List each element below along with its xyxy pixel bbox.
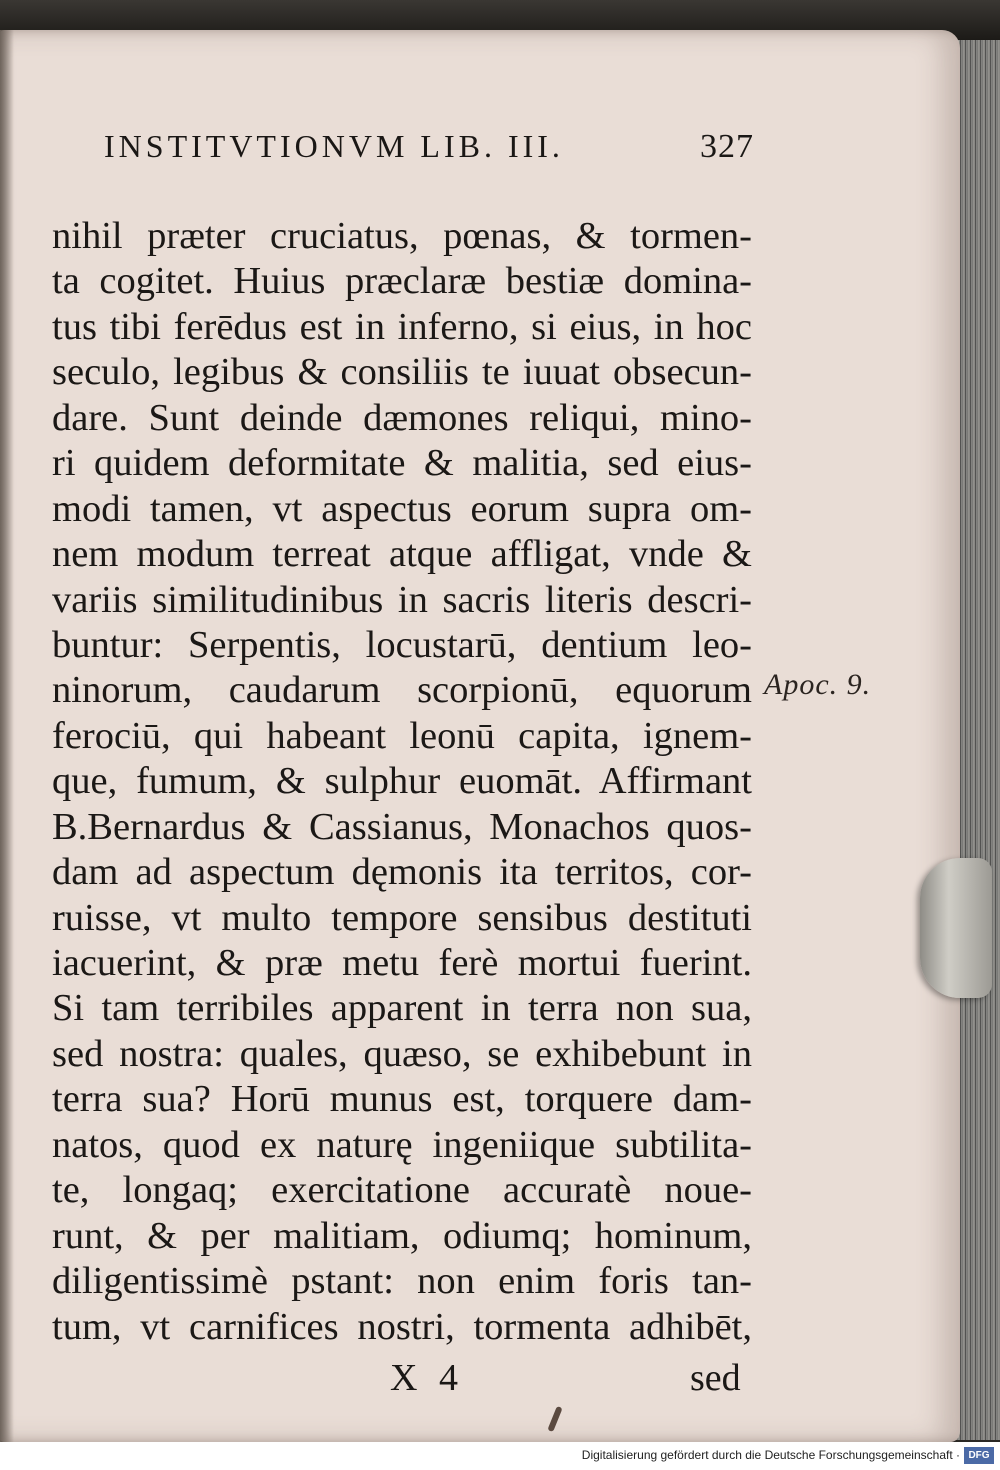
text-line: natos, quod ex naturę ingeniique subtilita-: [52, 1123, 752, 1166]
text-line: dare. Sunt deinde dæmones reliqui, mino-: [52, 396, 752, 439]
ink-mark: [547, 1406, 562, 1432]
text-line: ruisse, vt multo tempore sensibus destituti: [52, 896, 752, 939]
signature-mark: X 4: [390, 1357, 464, 1399]
text-line: tum, vt carnifices nostri, tormenta adhibēt,: [52, 1305, 752, 1348]
footer-credit: Digitalisierung gefördert durch die Deutsche Forschungsgemeinschaft ·: [581, 1448, 960, 1462]
margin-note: Apoc. 9.: [764, 668, 872, 701]
footer-bar: [0, 1442, 1000, 1470]
text-line: B.Bernardus & Cassianus, Monachos quos-: [52, 805, 752, 848]
text-line: buntur: Serpentis, locustarū, dentium leo-: [52, 623, 752, 666]
text-line: ta cogitet. Huius præclaræ bestiæ domina-: [52, 260, 752, 303]
text-line: modi tamen, vt aspectus eorum supra om-: [52, 487, 752, 530]
text-line: que, fumum, & sulphur euomāt. Affirmant: [52, 760, 752, 803]
text-line: ninorum, caudarum scorpionū, equorum: [52, 669, 752, 712]
body-text: [52, 214, 752, 1350]
text-line: te, longaq; exercitatione accuratè noue-: [52, 1169, 752, 1212]
text-line: nem modum terreat atque affligat, vnde &: [52, 533, 752, 576]
text-line: runt, & per malitiam, odiumq; hominum,: [52, 1214, 752, 1257]
page-leaf: [0, 30, 960, 1442]
text-line: ri quidem deformitate & malitia, sed eius-: [52, 442, 752, 485]
text-line: terra sua? Horū munus est, torquere dam-: [52, 1078, 752, 1121]
text-line: variis similitudinibus in sacris literis descri-: [52, 578, 752, 621]
text-line: ferociū, qui habeant leonū capita, ignem-: [52, 714, 752, 757]
running-head-title: INSTITVTIONVM LIB. III.: [104, 128, 564, 164]
running-head: [104, 128, 754, 168]
text-line: diligentissimè pstant: non enim foris tan-: [52, 1260, 752, 1303]
text-line: iacuerint, & præ metu ferè mortui fuerint.: [52, 942, 752, 984]
page-clip: [920, 858, 992, 998]
page-number: 327: [700, 128, 754, 165]
dfg-logo: DFG: [964, 1447, 994, 1464]
text-line: seculo, legibus & consiliis te iuuat obsecun-: [52, 351, 752, 394]
text-line: dam ad aspectum dęmonis ita territos, cor-: [52, 851, 752, 894]
text-line: nihil præter cruciatus, pœnas, & tormen-: [52, 215, 752, 257]
text-line: tus tibi ferēdus est in inferno, si eius, in hoc: [52, 305, 752, 348]
text-line: Si tam terribiles apparent in terra non sua,: [52, 987, 752, 1030]
text-line: sed nostra: quales, quæso, se exhibebunt in: [52, 1032, 752, 1075]
catchword: sed: [690, 1357, 741, 1399]
